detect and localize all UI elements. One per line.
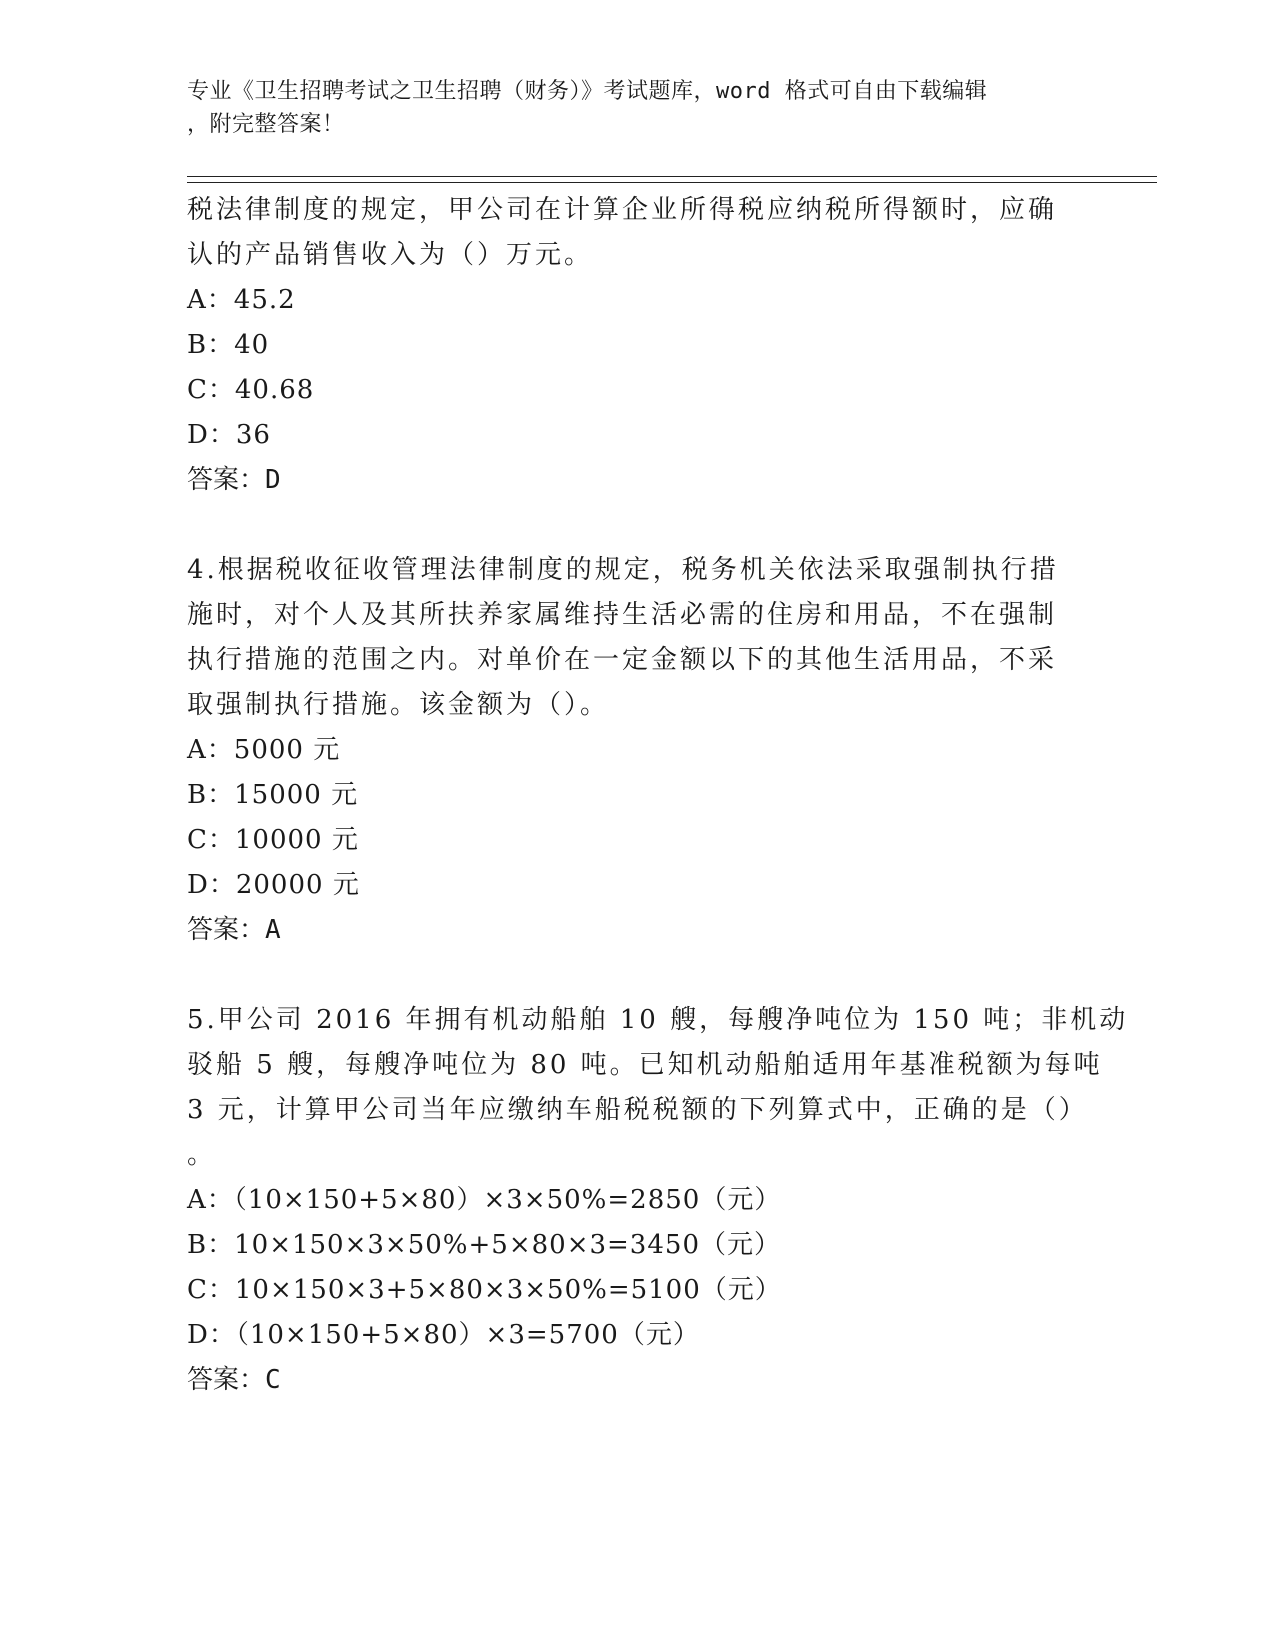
question-3-option-b: B：40 [187, 330, 270, 360]
question-4-answer: 答案：A [187, 915, 281, 945]
question-3-option-d: D：36 [187, 420, 271, 450]
header-divider-bottom [187, 182, 1157, 183]
question-5-text-line-1: 5.甲公司 2016 年拥有机动船舶 10 艘，每艘净吨位为 150 吨；非机动 [187, 1005, 1129, 1035]
question-4-option-a: A：5000 元 [187, 735, 341, 765]
question-3-text-line-1: 税法律制度的规定，甲公司在计算企业所得税应纳税所得额时，应确 [187, 195, 1058, 225]
document-header [187, 75, 1067, 141]
question-4 [187, 548, 1087, 953]
question-list [187, 188, 1129, 1403]
question-4-text-line-1: 4.根据税收征收管理法律制度的规定，税务机关依法采取强制执行措 [187, 555, 1059, 585]
question-3-text-line-2: 认的产品销售收入为（）万元。 [187, 240, 594, 270]
question-4-option-b: B：15000 元 [187, 780, 359, 810]
question-5-text-line-3: 3 元，计算甲公司当年应缴纳车船税税额的下列算式中，正确的是（） [187, 1095, 1088, 1125]
question-5-text-line-2: 驳船 5 艘，每艘净吨位为 80 吨。已知机动船舶适用年基准税额为每吨 [187, 1050, 1103, 1080]
question-5 [187, 998, 1129, 1403]
header-divider-top [187, 176, 1157, 177]
question-3-option-c: C：40.68 [187, 375, 315, 405]
spacer [187, 953, 1087, 998]
question-5-option-d: D：（10×150+5×80）×3=5700（元） [187, 1320, 700, 1350]
question-3-option-a: A：45.2 [187, 285, 296, 315]
question-4-text-line-4: 取强制执行措施。该金额为（）。 [187, 690, 610, 720]
question-5-answer: 答案：C [187, 1365, 281, 1395]
question-5-text-line-4: 。 [187, 1140, 217, 1170]
question-5-option-b: B：10×150×3×50%+5×80×3=3450（元） [187, 1230, 781, 1260]
question-4-option-c: C：10000 元 [187, 825, 359, 855]
question-5-option-c: C：10×150×3+5×80×3×50%=5100（元） [187, 1275, 782, 1305]
spacer [187, 503, 1087, 548]
header-title-line-2: ，附完整答案！ [187, 112, 345, 137]
question-5-option-a: A：（10×150+5×80）×3×50%=2850（元） [187, 1185, 782, 1215]
question-3 [187, 188, 1087, 503]
header-title-line-1: 专业《卫生招聘考试之卫生招聘（财务）》考试题库，word 格式可自由下载编辑 [187, 79, 988, 104]
question-4-text-line-2: 施时，对个人及其所扶养家属维持生活必需的住房和用品，不在强制 [187, 600, 1058, 630]
question-3-answer: 答案：D [187, 465, 281, 495]
question-4-option-d: D：20000 元 [187, 870, 360, 900]
question-4-text-line-3: 执行措施的范围之内。对单价在一定金额以下的其他生活用品，不采 [187, 645, 1058, 675]
